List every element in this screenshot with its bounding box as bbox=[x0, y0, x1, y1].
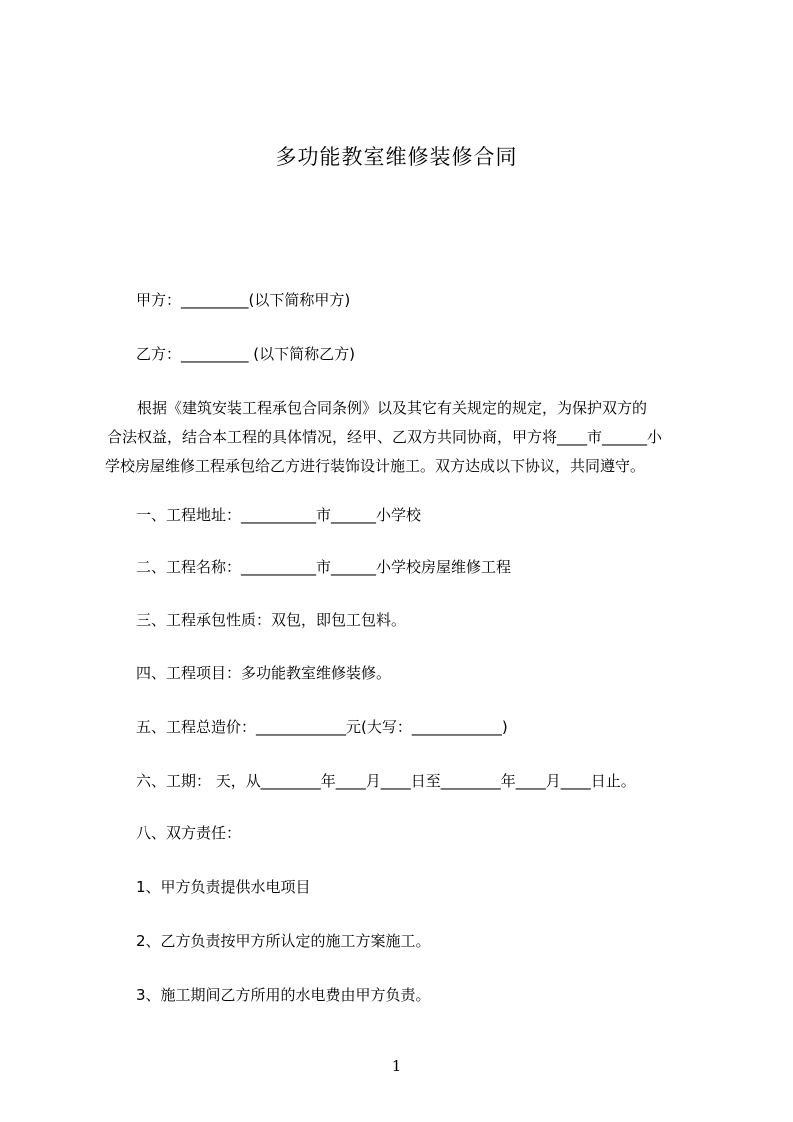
clause-duration: 六、工期： 天，从________年____月____日至________年____月____日止。 bbox=[136, 772, 636, 790]
clause-responsibilities: 八、双方责任： bbox=[136, 824, 242, 842]
preamble-line-1: 根据《建筑安装工程承包合同条例》以及其它有关规定的规定，为保护双方的 bbox=[137, 399, 648, 417]
clause-contract-type: 三、工程承包性质：双包，即包工包料。 bbox=[136, 611, 407, 629]
preamble-line-2: 合法权益，结合本工程的具体情况，经甲、乙双方共同协商，甲方将____市______小 bbox=[107, 428, 663, 446]
party-a-line: 甲方：_________(以下简称甲方) bbox=[136, 291, 351, 309]
preamble-line-3: 学校房屋维修工程承包给乙方进行装饰设计施工。双方达成以下协议，共同遵守。 bbox=[105, 457, 646, 475]
responsibility-item-1: 1、甲方负责提供水电项目 bbox=[136, 878, 311, 896]
party-b-line: 乙方：_________ (以下简称乙方) bbox=[136, 345, 355, 363]
clause-project-name: 二、工程名称：__________市______小学校房屋维修工程 bbox=[136, 558, 512, 576]
clause-total-cost: 五、工程总造价：____________元(大写：____________) bbox=[136, 718, 508, 736]
clause-project-items: 四、工程项目：多功能教室维修装修。 bbox=[136, 664, 392, 682]
responsibility-item-2: 2、乙方负责按甲方所认定的施工方案施工。 bbox=[136, 932, 431, 950]
preamble-paragraph bbox=[105, 394, 705, 481]
document-title: 多功能教室维修装修合同 bbox=[275, 145, 518, 169]
responsibility-item-3: 3、施工期间乙方所用的水电费由甲方负责。 bbox=[136, 986, 431, 1004]
clause-site-address: 一、工程地址：__________市______小学校 bbox=[136, 506, 422, 524]
page-number: 1 bbox=[391, 1057, 402, 1075]
